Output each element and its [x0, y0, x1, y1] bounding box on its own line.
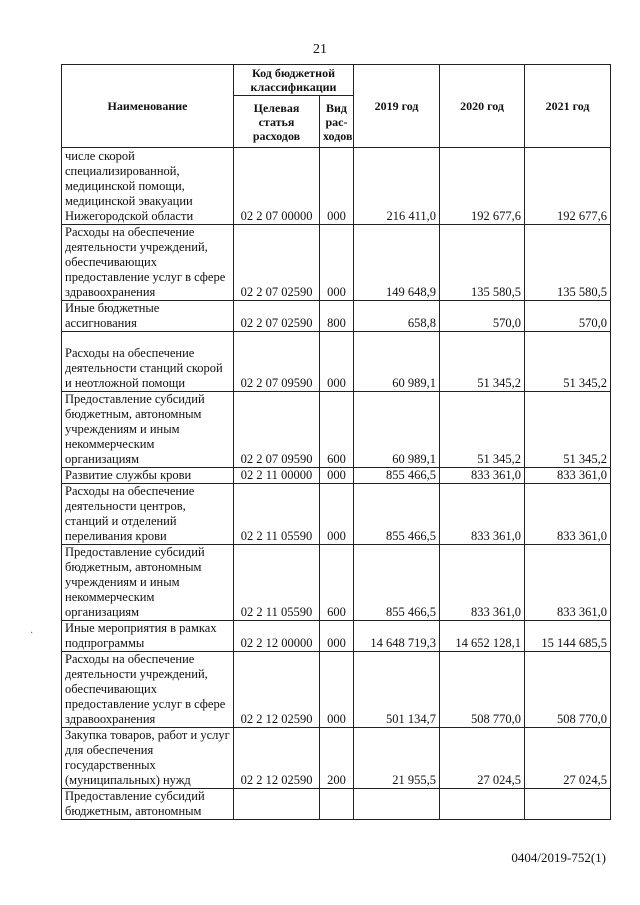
- row-expense-type: 000: [320, 468, 354, 484]
- row-value-2019: 60 989,1: [354, 392, 440, 468]
- row-name: Расходы на обеспечение деятельности учреждений, обеспечивающих предоставление услуг в сфере здравоохранения: [62, 652, 234, 728]
- header-2021: 2021 год: [525, 65, 611, 148]
- row-value-2021: 51 345,2: [525, 332, 611, 392]
- document-code: 0404/2019-752(1): [511, 850, 606, 865]
- row-name: Иные мероприятия в рамках подпрограммы: [62, 621, 234, 652]
- margin-mark: ·: [30, 628, 34, 639]
- row-expense-type: 000: [320, 225, 354, 301]
- row-value-2019: 855 466,5: [354, 484, 440, 545]
- row-value-2019: 501 134,7: [354, 652, 440, 728]
- table-row: [62, 621, 611, 652]
- row-name: Расходы на обеспечение деятельности станций скорой и неотложной помощи: [62, 332, 234, 392]
- row-expense-type: 000: [320, 621, 354, 652]
- table-row: [62, 468, 611, 484]
- row-value-2020: 27 024,5: [440, 728, 525, 789]
- row-value-2021: 833 361,0: [525, 468, 611, 484]
- row-name: Закупка товаров, работ и услуг для обеспечения государственных (муниципальных) нужд: [62, 728, 234, 789]
- row-expense-type: [320, 789, 354, 820]
- row-value-2021: 570,0: [525, 301, 611, 332]
- row-target-code: 02 2 07 09590: [234, 332, 320, 392]
- table-row: [62, 652, 611, 728]
- row-name: Предоставление субсидий бюджетным, автономным: [62, 789, 234, 820]
- header-type: Вид рас-ходов: [320, 96, 354, 148]
- header-2020: 2020 год: [440, 65, 525, 148]
- row-value-2019: 658,8: [354, 301, 440, 332]
- row-value-2020: 51 345,2: [440, 332, 525, 392]
- row-target-code: 02 2 12 02590: [234, 728, 320, 789]
- row-value-2021: 27 024,5: [525, 728, 611, 789]
- row-target-code: 02 2 12 02590: [234, 652, 320, 728]
- row-expense-type: 200: [320, 728, 354, 789]
- row-value-2020: [440, 789, 525, 820]
- row-name: Развитие службы крови: [62, 468, 234, 484]
- row-value-2020: 833 361,0: [440, 484, 525, 545]
- row-value-2021: 833 361,0: [525, 484, 611, 545]
- row-target-code: 02 2 11 00000: [234, 468, 320, 484]
- row-value-2019: 855 466,5: [354, 468, 440, 484]
- row-name: числе скорой специализированной, медицинской помощи, медицинской эвакуации Нижегородской области: [62, 148, 234, 225]
- row-expense-type: 600: [320, 545, 354, 621]
- table-row: [62, 392, 611, 468]
- row-expense-type: 000: [320, 148, 354, 225]
- row-target-code: 02 2 07 09590: [234, 392, 320, 468]
- row-value-2021: 51 345,2: [525, 392, 611, 468]
- row-target-code: [234, 789, 320, 820]
- row-name: Предоставление субсидий бюджетным, автономным учреждениям и иным некоммерческим организациям: [62, 392, 234, 468]
- row-value-2021: 833 361,0: [525, 545, 611, 621]
- row-target-code: 02 2 11 05590: [234, 545, 320, 621]
- row-value-2019: 216 411,0: [354, 148, 440, 225]
- row-value-2020: 14 652 128,1: [440, 621, 525, 652]
- row-value-2021: 135 580,5: [525, 225, 611, 301]
- row-value-2019: [354, 789, 440, 820]
- row-name: Расходы на обеспечение деятельности центров, станций и отделений переливания крови: [62, 484, 234, 545]
- row-value-2019: 855 466,5: [354, 545, 440, 621]
- row-value-2020: 192 677,6: [440, 148, 525, 225]
- row-name: Расходы на обеспечение деятельности учреждений, обеспечивающих предоставление услуг в сфере здравоохранения: [62, 225, 234, 301]
- row-expense-type: 800: [320, 301, 354, 332]
- row-value-2021: 508 770,0: [525, 652, 611, 728]
- row-value-2021: 192 677,6: [525, 148, 611, 225]
- row-value-2020: 833 361,0: [440, 545, 525, 621]
- table-body: [62, 148, 611, 820]
- header-target: Целевая статья расходов: [234, 96, 320, 148]
- row-expense-type: 000: [320, 332, 354, 392]
- budget-table: [61, 64, 611, 820]
- row-value-2020: 135 580,5: [440, 225, 525, 301]
- header-2019: 2019 год: [354, 65, 440, 148]
- row-value-2019: 60 989,1: [354, 332, 440, 392]
- row-target-code: 02 2 07 00000: [234, 148, 320, 225]
- row-value-2021: 15 144 685,5: [525, 621, 611, 652]
- row-value-2020: 508 770,0: [440, 652, 525, 728]
- row-target-code: 02 2 11 05590: [234, 484, 320, 545]
- table-row: [62, 789, 611, 820]
- row-target-code: 02 2 07 02590: [234, 225, 320, 301]
- table-row: [62, 545, 611, 621]
- table-row: [62, 332, 611, 392]
- row-target-code: 02 2 07 02590: [234, 301, 320, 332]
- page-number: 21: [313, 42, 327, 57]
- row-value-2020: 833 361,0: [440, 468, 525, 484]
- row-expense-type: 000: [320, 484, 354, 545]
- row-expense-type: 600: [320, 392, 354, 468]
- header-name: Наименование: [62, 65, 234, 148]
- row-name: Иные бюджетные ассигнования: [62, 301, 234, 332]
- header-code-group: Код бюджетной классификации: [234, 65, 354, 96]
- table-row: [62, 225, 611, 301]
- table-row: [62, 148, 611, 225]
- row-value-2020: 570,0: [440, 301, 525, 332]
- row-value-2020: 51 345,2: [440, 392, 525, 468]
- row-expense-type: 000: [320, 652, 354, 728]
- row-value-2019: 21 955,5: [354, 728, 440, 789]
- row-target-code: 02 2 12 00000: [234, 621, 320, 652]
- row-name: Предоставление субсидий бюджетным, автономным учреждениям и иным некоммерческим организациям: [62, 545, 234, 621]
- row-value-2021: [525, 789, 611, 820]
- table-row: [62, 484, 611, 545]
- table-row: [62, 728, 611, 789]
- table-row: [62, 301, 611, 332]
- row-value-2019: 149 648,9: [354, 225, 440, 301]
- row-value-2019: 14 648 719,3: [354, 621, 440, 652]
